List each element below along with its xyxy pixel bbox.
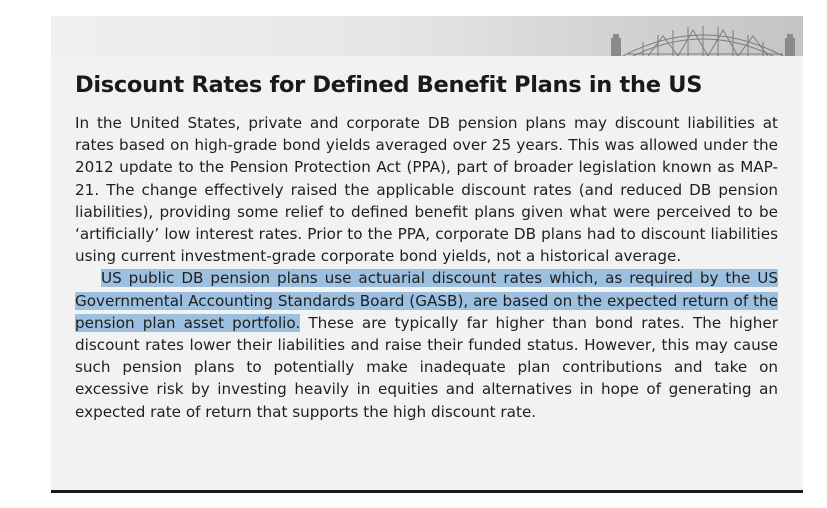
bridge-icon: [603, 16, 803, 56]
sidebar-box: [51, 16, 803, 493]
box-body: [75, 112, 778, 423]
paragraph-1: In the United States, private and corporate DB pension plans may discount liabilities at rates based on high-grade bond yields averaged over 25 years. This was allowed under the 2012 update to the Pension Protection Act (PPA), part of broader legislation known as MAP-21. The change effectively raised the applicable discount rates (and reduced DB pension liabilities), providing some relief to defined benefit plans given what were perceived to be ‘artificially’ low interest rates. Prior to the PPA, corporate DB plans had to discount liabilities using current investment-grade corporate bond yields, not a historical average.: [75, 114, 778, 266]
paragraph-2-rest: These are typically far higher than bond rates. The higher discount rates lower their liabilities and raise their funded status. However, this may cause such pension plans to potentially make inadequate plan contributions and take on excessive risk by investing heavily in equities and alternatives in hope of generating an expected rate of return that supports the high discount rate.: [75, 313, 778, 421]
box-title: Discount Rates for Defined Benefit Plans in the US: [75, 72, 703, 98]
highlighted-text[interactable]: US public DB pension plans use actuarial discount rates which, as required by the US Governmental Accounting Standards Board (GASB), are based on the expected return of the pension plan asset portfolio.: [75, 269, 778, 332]
header-banner: [51, 16, 803, 56]
paragraph-2: [75, 267, 778, 422]
